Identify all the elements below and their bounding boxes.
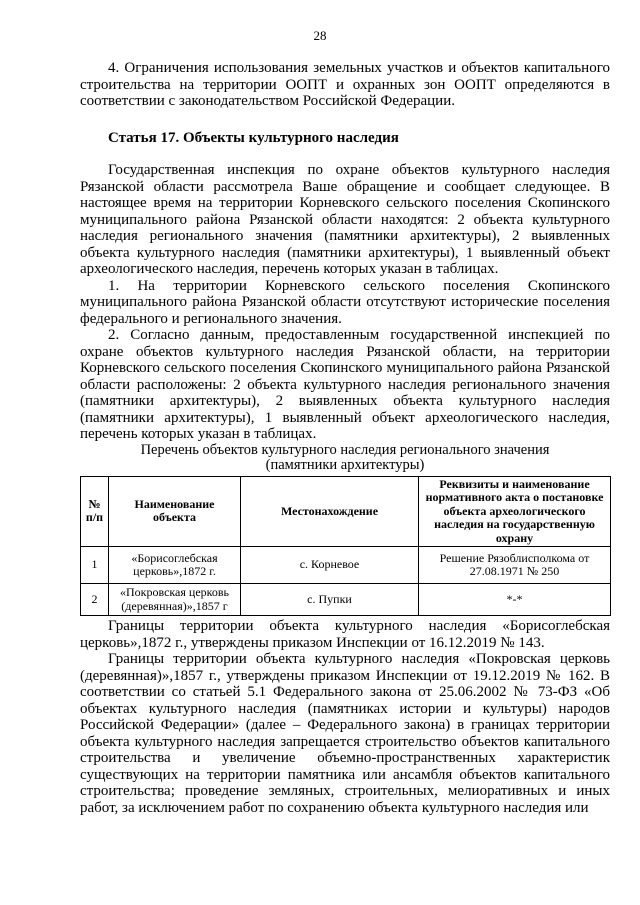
cell-number: 2 [81, 584, 109, 616]
paragraph-historic-settlements: 1. На территории Корневского сельского поселения Скопинского муниципального района Рязанской области отсутствуют исторические поселения федерального и регионального значения. [80, 277, 610, 327]
paragraph-borisoglebsk-boundaries: Границы территории объекта культурного наследия «Борисоглебская церковь»,1872 г., утверждены приказом Инспекции от 16.12.2019 № 143. [80, 618, 610, 651]
cell-object-name: «Борисоглебская церковь»,1872 г. [109, 547, 241, 584]
heritage-objects-table [80, 476, 611, 617]
header-location: Местонахождение [241, 476, 419, 547]
table-row [81, 547, 611, 584]
header-requisites: Реквизиты и наименование нормативного акта о постановке объекта археологического наследия на государственную охрану [419, 476, 611, 547]
page-number: 28 [313, 28, 327, 43]
cell-requisites: Решение Рязоблисполкома от 27.08.1971 № 250 [419, 547, 611, 584]
header-object-name: Наименование объекта [109, 476, 241, 547]
table-header-row [81, 476, 611, 547]
article-17-heading: Статья 17. Объекты культурного наследия [108, 129, 399, 146]
table-title-line-1: Перечень объектов культурного наследия регионального значения [140, 441, 550, 458]
paragraph-inspection-response: Государственная инспекция по охране объектов культурного наследия Рязанской области рассмотрела Ваше обращение и сообщает следующее. В настоящее время на территории Корневского сельского поселения Скопинского муниципального района Рязанской области находятся: 2 объекта культурного наследия регионального значения (памятники архитектуры), 2 выявленных объекта культурного наследия (памятники архитектуры), 1 выявленный объект археологического наследия, перечень которых указан в таблицах. [80, 162, 610, 277]
cell-object-name: «Покровская церковь (деревянная)»,1857 г [109, 584, 241, 616]
paragraph-pokrovskaya-boundaries: Границы территории объекта культурного наследия «Покровская церковь (деревянная)»,1857 г., утверждены приказом Инспекции от 19.12.2019 № 162. В соответствии со статьей 5.1 Федерального закона от 25.06.2002 № 73-ФЗ «Об объектах культурного наследия (памятниках истории и культуры) народов Российской Федерации» (далее – Федерального закона) в границах территории объекта культурного наследия запрещается строительство объектов капитального строительства и увеличение объемно-пространственных характеристик существующих на территории памятника или ансамбля объектов капитального строительства; проведение земляных, строительных, мелиоративных и иных работ, за исключением работ по сохранению объекта культурного наследия или [80, 651, 610, 816]
cell-location: с. Пупки [241, 584, 419, 616]
table-title-line-2: (памятники архитектуры) [265, 457, 425, 473]
cell-requisites: *-* [419, 584, 611, 616]
paragraph-inspection-data: 2. Согласно данным, предоставленным государственной инспекцией по охране объектов культурного наследия Рязанской области, на территории Корневского сельского поселения Скопинского муниципального района Рязанской области расположены: 2 объекта культурного наследия регионального значения (памятники архитектуры), 2 выявленных объекта культурного наследия (памятники архитектуры), 1 выявленный объект археологического наследия, перечень которых указан в таблицах. [80, 327, 610, 442]
document-body [80, 60, 610, 816]
paragraph-oopt-restrictions: 4. Ограничения использования земельных участков и объектов капитального строительства на территории ООПТ и охранных зон ООПТ определяются в соответствии с законодательством Российской Федерации. [80, 60, 610, 109]
cell-number: 1 [81, 547, 109, 584]
cell-location: с. Корневое [241, 547, 419, 584]
header-number: № п/п [81, 476, 109, 547]
table-row [81, 584, 611, 616]
